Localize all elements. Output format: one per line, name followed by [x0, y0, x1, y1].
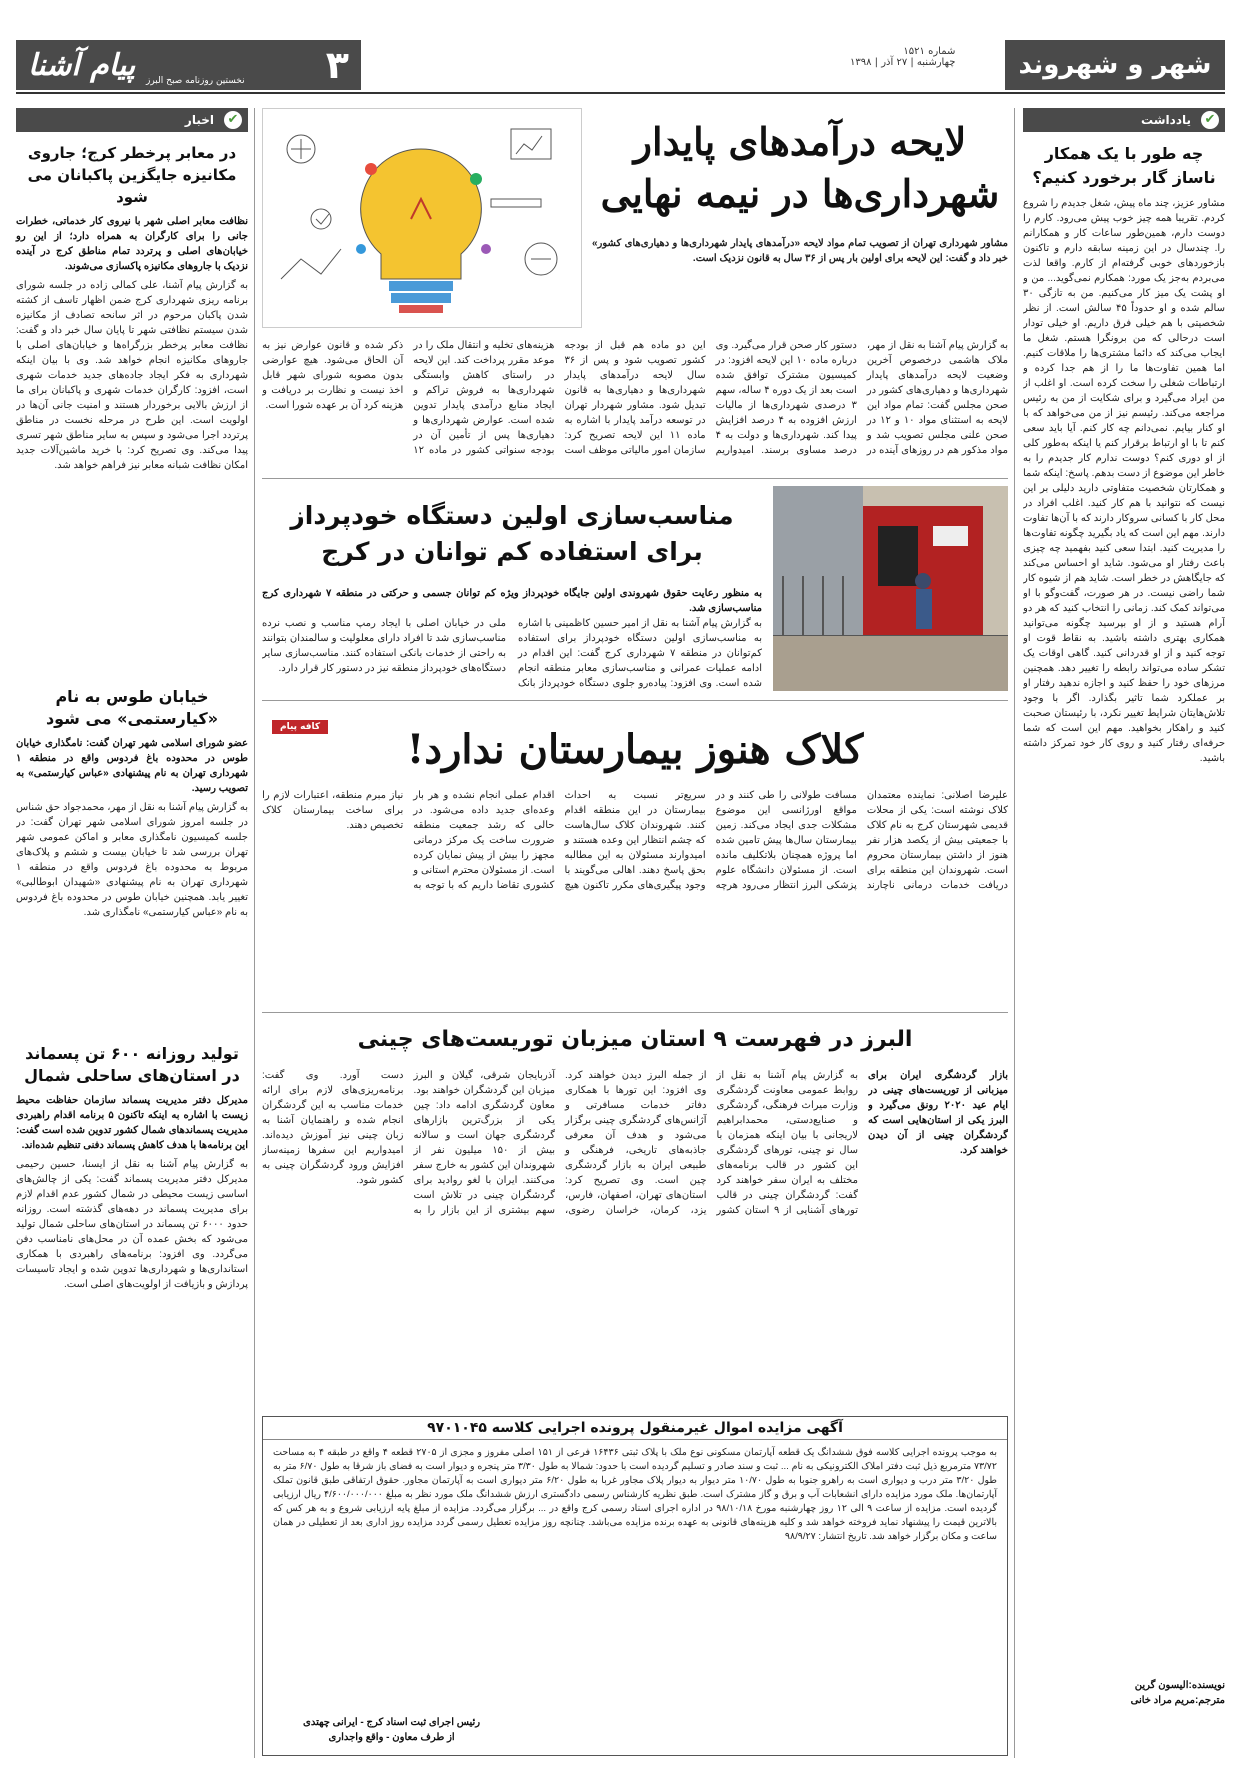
checkmark-icon: ✔	[1201, 111, 1219, 129]
section-label	[1005, 40, 1225, 90]
note-translator	[1023, 1693, 1225, 1708]
lightbulb-illustration	[262, 108, 582, 328]
issue-date: چهارشنبه | ۲۷ آذر | ۱۳۹۸	[850, 57, 956, 68]
checkmark-icon: ✔	[224, 111, 242, 129]
article-kalak-title: کلاک هنوز بیمارستان ندارد!	[406, 726, 864, 773]
note-label-text: یادداشت	[1141, 113, 1191, 127]
column-divider	[254, 108, 255, 1758]
note-label	[1023, 108, 1225, 132]
page-header	[0, 0, 1241, 96]
article-tourism-columns	[262, 1068, 1008, 1398]
news3-lead: مدیرکل دفتر مدیریت پسماند سازمان حفاظت محیط زیست با اشاره به اینکه تاکنون ۵ برنامه اقدام راهبردی مدیریت پسماندهای شمال کشور تدوین شده است گفت: این برنامه‌ها با هدف کاهش پسماند دفنی تنظیم شده‌اند.	[16, 1095, 248, 1151]
article-atm-lead: به منظور رعایت حقوق شهروندی اولین جایگاه خودپرداز ویژه کم توانان جسمی و حرکتی در منطقه ۷ شهرداری کرج مناسب‌سازی شد.	[262, 588, 762, 614]
row-divider	[262, 478, 1008, 479]
column-divider	[1014, 108, 1015, 1758]
translator-name: مریم مراد خانی	[1130, 1695, 1195, 1706]
author-name: الیسون گرین	[1134, 1680, 1189, 1691]
note-body: مشاور عزیز، چند ماه پیش، شغل جدیدم را شروع کردم. تقریبا همه چیز خوب پیش می‌رود. کارم را دوست دارم، همین‌طور ساعات کار و همکارانم را. چندسال در این زمینه سابقه دارم و تاکنون بازخوردهای خوبی گرفته‌ام از کارم. واقعا لذت می‌بردم به‌جز یک مورد: همکارم نمی‌گوید... من و او پشت یک میز کار می‌کنیم. من به تازگی ۳۰ سالم شده و او حدوداً ۴۵ سالش است. از نظر شخصیتی با هم خیلی فرق داریم. او خیلی تودار است درحالی که من برونگرا هستم. شغل ما ایجاب می‌کند که دائما مشتری‌ها را ملاقات کنیم. اما همین تفاوت‌ها ما را از هم جدا کرده و ارتباطات شغلی را سخت کرده است. او اغلب از من ایراد می‌گیرد و برای شکایت از من به رئیس مراجعه می‌کند. رئیسم نیز از من می‌خواهد که با او کنار بیایم. نمی‌دانم چه کار کنم. آیا باید سعی کنم تا با او ارتباط برقرار کنم یا اینکه به‌طور کلی از او دوری کنم؟ دوست ندارم کار جدیدم را به خاطر این موضوع از دست بدهم. پاسخ: اینکه شما و همکارتان شخصیت متفاوتی دارید دلیلی بر این نیست که نتوانید با هم کار کنید. اغلب افراد در محل کار با کسانی سروکار دارند که با آن‌ها تفاوت دارند. مهم این است که یاد بگیرید چگونه تفاوت‌ها را مدیریت کنید. ابتدا سعی کنید بفهمید چه چیزی باعث رفتار او می‌شود. شاید او احساس می‌کند که جایگاهش در خطر است. شاید هم از شیوه کار شما راضی نیست. در هر صورت، گفت‌وگو با او می‌تواند کمک کند. زمانی را انتخاب کنید که هر دو آرام هستید و از او بپرسید چگونه می‌توانید همکاری بهتری داشته باشید. به نقاط قوت او توجه کنید و از او قدردانی کنید. گاهی اوقات یک تشکر ساده می‌تواند رابطه را تغییر دهد. همچنین مرزهای خود را حفظ کنید و اجازه ندهید رفتار او بر عملکرد شما تاثیر بگذارد. اگر با وجود تلاش‌هایتان شرایط تغییر نکرد، با رئیستان صحبت کنید و راهکار بخواهید. مهم این است که شما حرفه‌ای رفتار کنید و روی کار خود تمرکز داشته باشید.	[1023, 198, 1225, 764]
auction-notice-title: آگهی مزایده اموال غیرمنقول پرونده اجرایی کلاسه ۹۷۰۱۰۴۵	[263, 1417, 1007, 1440]
article-atm-title	[262, 498, 762, 570]
news-column	[16, 108, 248, 1758]
news2-lead: عضو شورای اسلامی شهر تهران گفت: نامگذاری خیابان طوس در محدوده باغ فردوس واقع در منطقه ۱ شهرداری تهران به نام پیشنهادی «عباس کیارستمی» به تصویب رسید.	[16, 738, 248, 794]
article-tourism-lead: بازار گردشگری ایران برای میزبانی از توریست‌های چینی در ایام عید ۲۰۲۰ رونق می‌گیرد و البرز یکی از استان‌هایی است که گردشگران چینی از آن دیدن خواهند کرد.	[868, 1070, 1008, 1156]
note-title: چه طور با یک همکار ناساز گار برخورد کنیم؟	[1032, 144, 1216, 187]
header-rule	[16, 92, 1225, 94]
article-revenue-title	[592, 116, 1008, 220]
note-column	[1023, 108, 1225, 1758]
row-divider	[262, 1012, 1008, 1013]
article-tourism-body: به گزارش پیام آشنا به نقل از روابط عمومی معاونت گردشگری وزارت میراث فرهنگی، گردشگری و صنایع‌دستی، محمدابراهیم لاریجانی با بیان اینکه همزمان با سال نو چینی، تورهای گردشگری این کشور در قالب برنامه‌های مختلف به ایران سفر خواهند کرد گفت: گردشگران چینی در قالب تورهای آشنایی از ۹ استان کشور از جمله البرز دیدن خواهند کرد. وی افزود: این تورها با همکاری دفاتر خدمات مسافرتی و آژانس‌های گردشگری چینی برگزار می‌شود و هدف آن معرفی جاذبه‌های تاریخی، فرهنگی و طبیعی ایران به بازار گردشگری چین است. وی تصریح کرد: استان‌های تهران، اصفهان، فارس، یزد، کرمان، خراسان رضوی، آذربایجان شرقی، گیلان و البرز میزبان این گردشگران خواهند بود. معاون گردشگری ادامه داد: چین یکی از بزرگ‌ترین بازارهای گردشگری جهان است و سالانه بیش از ۱۵۰ میلیون نفر از شهروندان این کشور به خارج سفر می‌کنند. ایران با لغو روادید برای گردشگران چینی در تلاش است سهم بیشتری از این بازار را به دست آورد. وی گفت: برنامه‌ریزی‌های لازم برای ارائه خدمات مناسب به این گردشگران انجام شده و راهنمایان آشنا به زبان چینی نیز آموزش دیده‌اند. امیدواریم این سفرها زمینه‌ساز افزایش ورود گردشگران چینی به کشور شود.	[262, 1070, 858, 1216]
row-divider	[262, 700, 1008, 701]
article-revenue-lead: مشاور شهرداری تهران از تصویب تمام مواد لایحه «درآمدهای پایدار شهرداری‌ها و دهیاری‌های کشور» خبر داد و گفت: این لایحه برای اولین بار پس از ۳۶ سال به قانون نزدیک است.	[592, 238, 1008, 264]
news3-body: به گزارش پیام آشنا به نقل از ایسنا، حسین رحیمی مدیرکل دفتر مدیریت پسماند گفت: یکی از چالش‌های اساسی زیست محیطی در شمال کشور عدم اقدام لازم برای مدیریت پسماند در دهه‌های گذشته است. روزانه حدود ۶۰۰۰ تن پسماند در استان‌های ساحلی شمال تولید می‌شود که بخش عمده آن در محل‌های نامناسب دفن می‌گردد. وی افزود: برنامه‌های راهبردی با همکاری استانداری‌ها و شهرداری‌ها تدوین شده و ایجاد تاسیسات پردازش و بازیافت از اولویت‌های اصلی است.	[16, 1159, 248, 1290]
news-label-text: اخبار	[184, 113, 214, 127]
article-kalak	[262, 708, 1008, 1008]
cafe-tag: کافه پیام	[272, 720, 328, 734]
news2-title: خیابان طوس به نام «کیارستمی» می شود	[45, 687, 219, 728]
masthead-block	[16, 40, 361, 90]
article-tourism	[262, 1018, 1008, 1408]
title-line-1: لایحه درآمدهای پایدار	[633, 119, 967, 164]
title-line-2: شهرداری‌ها در نیمه نهایی	[600, 171, 1000, 216]
news2-body: به گزارش پیام آشنا به نقل از مهر، محمدجواد حق شناس در جلسه امروز شورای اسلامی شهر تهران گفت: در جلسه کمیسیون نامگذاری معابر و اماکن عمومی شهر تهران بررسی شد تا خیابان بیست و ششم و پلاک‌های مربوط به محدوده باغ فردوس واقع در منطقه ۱ شهرداری تهران به نام پیشنهادی «شهیدان ابوطالبی» تغییر یابد. همچنین خیابان طوس در محدوده باغ فردوس به نام «عباس کیارستمی» نامگذاری شد.	[16, 802, 248, 918]
article-revenue	[262, 108, 1008, 473]
title-line-1: مناسب‌سازی اولین دستگاه خودپرداز	[290, 501, 734, 530]
newspaper-tagline: نخستین روزنامه صبح البرز	[146, 76, 245, 86]
translator-label: مترجم:	[1194, 1695, 1225, 1706]
issue-info	[850, 46, 955, 68]
news3-title: تولید روزانه ۶۰۰ تن پسماند در استان‌های ساحلی شمال	[24, 1044, 240, 1085]
auction-notice-signature	[303, 1715, 480, 1745]
article-atm	[262, 486, 1008, 694]
news-label	[16, 108, 248, 132]
section-title: شهر و شهروند	[1018, 50, 1212, 80]
note-author	[1023, 1678, 1225, 1693]
title-line-2: برای استفاده کم توانان در کرج	[321, 537, 703, 566]
author-label: نویسنده:	[1188, 1680, 1225, 1691]
page-number: ۳	[325, 43, 349, 87]
newspaper-brand: پیام آشنا	[28, 47, 136, 83]
article-atm-body: به گزارش پیام آشنا به نقل از امیر حسین کاظمینی با اشاره به مناسب‌سازی اولین دستگاه خودپرداز برای استفاده کم‌توانان در منطقه ۷ شهرداری کرج گفت: این اقدام در ادامه عملیات عمرانی و مناسب‌سازی معابر منطقه انجام شده است. وی افزود: پیاده‌رو جلوی دستگاه خودپرداز بانک ملی در خیابان اصلی با ایجاد رمپ مناسب و نصب نرده مناسب‌سازی شد تا افراد دارای معلولیت و سالمندان بتوانند به راحتی از خدمات بانکی استفاده کنند. مناسب‌سازی سایر دستگاه‌های خودپرداز منطقه نیز در دستور کار قرار دارد.	[262, 618, 762, 689]
article-kalak-body: علیرضا اصلانی: نماینده معتمدان کلاک نوشته است: یکی از محلات قدیمی شهرستان کرج به نام کلاک با جمعیتی بیش از یکصد هزار نفر هنوز از داشتن بیمارستان محروم است. شهروندان این منطقه برای دریافت خدمات درمانی ناچارند مسافت طولانی را طی کنند و در مواقع اورژانسی این موضوع مشکلات جدی ایجاد می‌کند. زمین بیمارستان سال‌ها پیش تامین شده اما پروژه همچنان بلاتکلیف مانده است. از مسئولان دانشگاه علوم پزشکی البرز انتظار می‌رود هرچه سریع‌تر نسبت به احداث بیمارستان در این منطقه اقدام کنند. شهروندان کلاک سال‌هاست که چشم انتظار این وعده هستند و امیدوارند مسئولان به این مطالبه بحق پاسخ دهند. اهالی می‌گویند با وجود پیگیری‌های مکرر تاکنون هیچ اقدام عملی انجام نشده و هر بار وعده‌ای جدید داده می‌شود. در حالی که رشد جمعیت منطقه ضرورت ساخت یک مرکز درمانی مجهز را بیش از پیش نمایان کرده است. از مسئولان محترم استانی و کشوری تقاضا داریم که با توجه به نیاز مبرم منطقه، اعتبارات لازم را برای ساخت بیمارستان کلاک تخصیص دهند.	[262, 790, 1008, 891]
auction-notice-body: به موجب پرونده اجرایی کلاسه فوق ششدانگ یک قطعه آپارتمان مسکونی نوع ملک با پلاک ثبتی ۱۶۴۳۶ فرعی از ۱۵۱ اصلی مفروز و مجزی از ۲۷۰۵ قطعه ۴ واقع در طبقه ۴ به مساحت ۷۳/۷۲ مترمربع ذیل ثبت دفتر املاک الکترونیکی به نام ... ثبت و سند صادر و تسلیم گردیده است با حدود: شمالا به طول ۳/۳۰ متر پنجره و دیوار است به فضای باز شرقا به طول ۶/۷۰ متر به طول ۳/۲۰ متر درب و دیواری است به راهرو جنوبا به طول ۱۰/۷۰ متر دیوار به دیوار پلاک مجاور غربا به طول ۶/۲۰ متر دیواری است به آپارتمان مجاور. حقوق ارتفاقی طبق قانون تملک آپارتمان‌ها. ملک مورد مزایده دارای انشعابات آب و برق و گاز مشترک است. طبق نظریه کارشناس رسمی دادگستری ارزش ششدانگ ملک مورد نظر به مبلغ ۴/۶۰۰/۰۰۰/۰۰۰ ریال ارزیابی گردیده است. مزایده از ساعت ۹ الی ۱۲ روز چهارشنبه مورخ ۹۸/۱۰/۱۸ در اداره اجرای اسناد رسمی کرج واقع در ... برگزار می‌گردد. مزایده از مبلغ پایه ارزیابی شروع و به هر کس که بالاترین قیمت را پیشنهاد نماید فروخته خواهد شد و کلیه هزینه‌های قانونی به عهده برنده مزایده می‌باشد. چنانچه روز مزایده تعطیل رسمی گردد مزایده روز اداری بعد از تعطیلی در همان ساعت و مکان برگزار خواهد شد. تاریخ انتشار: ۹۸/۹/۲۷	[273, 1447, 998, 1542]
signature-line-1: رئیس اجرای ثبت اسناد کرج - ایرانی چهتدی	[303, 1717, 481, 1728]
article-tourism-lead-col	[868, 1068, 1008, 1398]
article-tourism-title: البرز در فهرست ۹ استان میزبان توریست‌های چینی	[357, 1027, 913, 1052]
news1-body: به گزارش پیام آشنا، علی کمالی زاده در جلسه شورای برنامه ریزی شهرداری کرج ضمن اظهار تاسف از کشته شدن پاکبان مرحوم در اثر سانحه تصادف از مکانیزه شدن سیستم نظافتی شهر تا پایان سال خبر داد و گفت: نظافت معابر پرخطر بزرگراه‌ها و خیابان‌های اصلی با جاروهای مکانیزه انجام خواهد شد. وی با بیان اینکه شهرداری به فکر ایجاد جاده‌های جدید خدمات شهری است، افزود: کارگران خدمات شهری و پاکبانان برای ما از ارزش بالایی برخوردار هستند و امنیت جانی آن‌ها در اولویت است. این طرح در مرحله نخست در مناطق پرتردد اجرا می‌شود و سپس به سایر مناطق شهر تسری پیدا می‌کند. وی تصریح کرد: با خرید ماشین‌آلات جدید امکان نظافت شبانه معابر نیز فراهم خواهد شد.	[16, 280, 248, 471]
article-revenue-body: به گزارش پیام آشنا به نقل از مهر، ملاک هاشمی درخصوص آخرین وضعیت لایحه درآمدهای پایدار شهرداری‌ها و دهیاری‌های کشور در صحن مجلس گفت: تمام مواد این لایحه به استثنای مواد ۱۰ و ۱۲ در صحن علنی مجلس تصویب شد و مواد مذکور هم در روزهای آینده در دستور کار صحن قرار می‌گیرد. وی درباره ماده ۱۰ این لایحه افزود: در کمیسیون مشترک توافق شده است بعد از یک دوره ۴ ساله، سهم ۳ درصدی شهرداری‌ها از مالیات ارزش افزوده به ۴ درصد افزایش پیدا کند. شهرداری‌ها و دولت به ۴ درصد مساوی برسند. امیدواریم این دو ماده هم قبل از بودجه کشور تصویب شود و پس از ۳۶ سال لایحه درآمدهای پایدار شهرداری‌ها و دهیاری‌ها به قانون تبدیل شود. مشاور شهردار تهران در توسعه درآمد پایدار با اشاره به ماده ۱۱ این لایحه تصریح کرد: سازمان امور مالیاتی موظف است هزینه‌های تخلیه و انتقال ملک را در موعد مقرر پرداخت کند. این لایحه در راستای کاهش وابستگی شهرداری‌ها به فروش تراکم و ایجاد منابع درآمدی پایدار تدوین شده است. عوارض شهرداری‌ها و دهیاری‌ها پس از تأمین آن در بودجه سنواتی کشور در ماده ۱۲ ذکر شده و قانون عوارض نیز به آن الحاق می‌شود. هیچ عوارضی بدون مصوبه شورای شهر قابل اخذ نیست و نظارت بر دریافت و هزینه کرد آن بر عهده شورا است.	[262, 340, 1008, 456]
news1-lead: نظافت معابر اصلی شهر با نیروی کار خدماتی، خطرات جانی را برای کارگران به همراه دارد؛ از این رو خیابان‌های اصلی و پرتردد تمام مناطق کرج در آینده نزدیک با جاروهای مکانیزه پاکسازی می‌شوند.	[16, 216, 248, 272]
auction-notice	[262, 1416, 1008, 1756]
atm-photo	[773, 486, 1008, 691]
signature-line-2: از طرف معاون - واقع واجداری	[328, 1732, 455, 1743]
issue-number: شماره ۱۵۲۱	[903, 46, 956, 57]
news1-title: در معابر پرخطر کرج؛ جاروی مکانیزه جایگزین پاکبانان می شود	[27, 144, 237, 206]
